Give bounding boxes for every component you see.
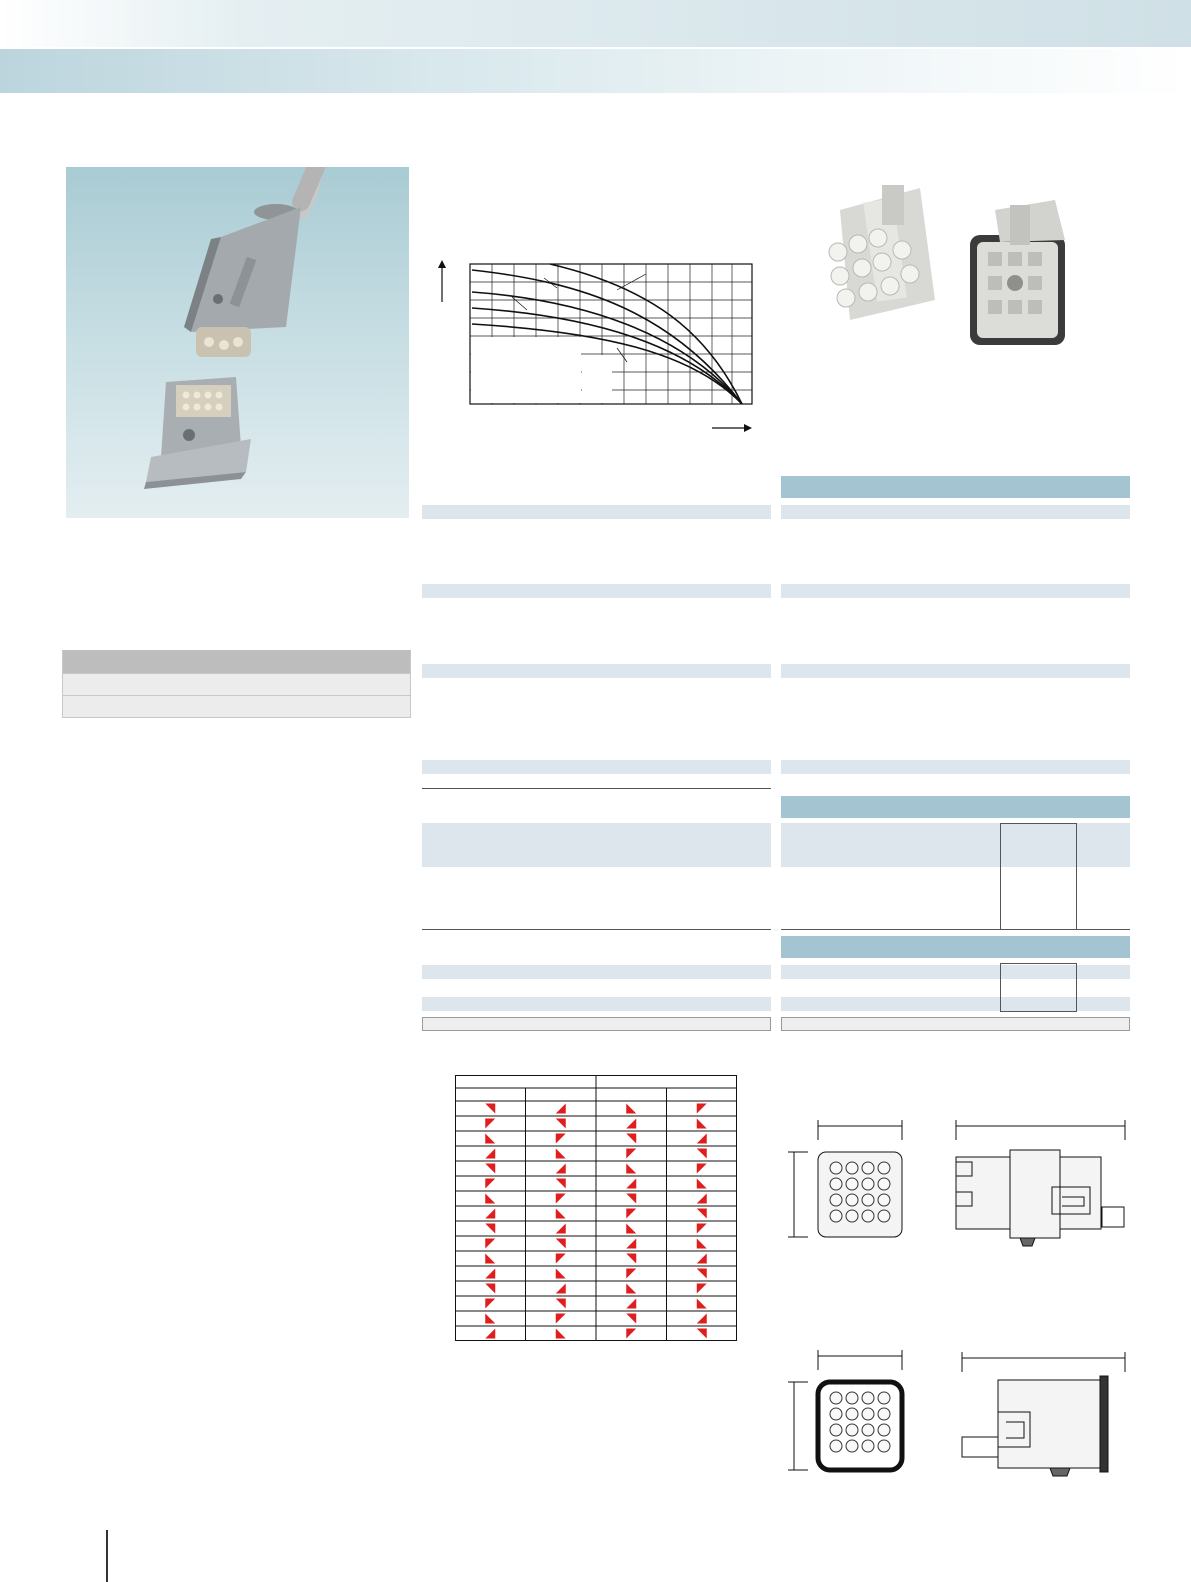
tech-data-right-header <box>781 796 1130 818</box>
section-rule <box>781 929 1130 930</box>
tech-data-right-header <box>781 936 1130 958</box>
tech-data-row <box>422 760 771 774</box>
tech-data-row <box>422 505 771 519</box>
derating-curve-chart-icon <box>432 252 762 437</box>
tech-data-row-tall <box>781 823 1130 867</box>
contact-inserts-photo <box>810 180 1110 360</box>
tech-data-row <box>781 965 1130 979</box>
value-box <box>1000 823 1077 930</box>
contact-inserts-photo-icon <box>810 180 1110 360</box>
tech-data-row <box>781 664 1130 678</box>
dimension-drawings <box>780 1112 1140 1552</box>
derating-chart <box>432 252 762 437</box>
pin-table-grid <box>455 1075 737 1341</box>
connector-photo-icon <box>66 167 409 518</box>
value-box <box>1000 963 1077 1012</box>
pin-assignment-table <box>455 1075 737 1341</box>
tech-data-row <box>422 965 771 979</box>
tech-data-row <box>781 505 1130 519</box>
tech-data-row <box>422 664 771 678</box>
section-rule <box>422 788 771 789</box>
section-rule <box>422 929 771 930</box>
tech-data-row <box>781 760 1130 774</box>
tech-data-footer-row <box>422 1017 771 1031</box>
tech-data-right-header <box>781 476 1130 498</box>
selection-table-row <box>62 696 411 718</box>
header-subband <box>0 47 1191 93</box>
tech-data-left <box>422 505 771 519</box>
dimension-drawings-icon <box>780 1112 1140 1552</box>
selection-table-header <box>62 650 411 674</box>
tech-data-row <box>422 584 771 598</box>
page-footer-rule <box>106 1530 108 1582</box>
connector-photo <box>66 167 409 518</box>
header-band <box>0 0 1191 47</box>
selection-table-row <box>62 674 411 696</box>
tech-data-row <box>422 997 771 1011</box>
tech-data-footer-row <box>781 1017 1130 1031</box>
selection-table <box>62 650 411 718</box>
tech-data-row-tall <box>422 823 771 867</box>
tech-data-row <box>781 997 1130 1011</box>
tech-data-row <box>781 584 1130 598</box>
